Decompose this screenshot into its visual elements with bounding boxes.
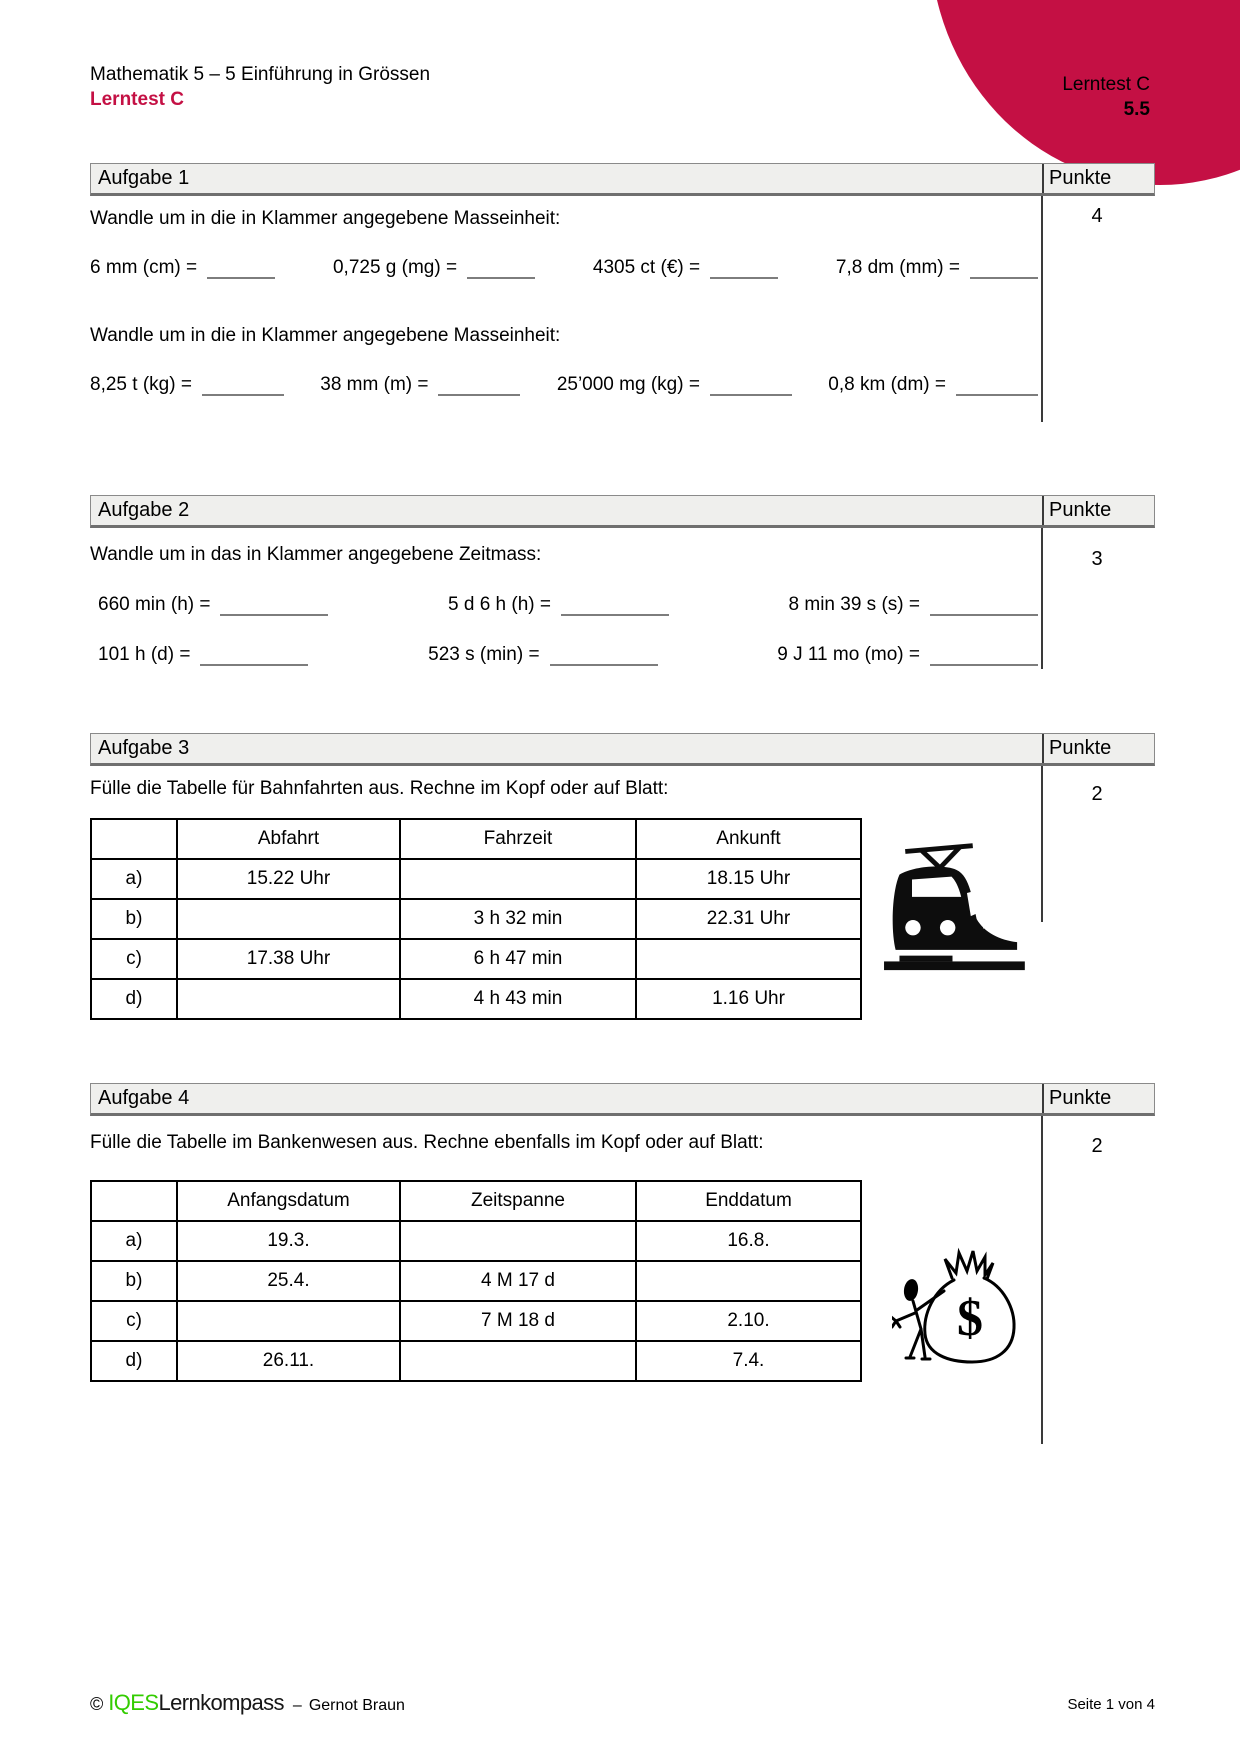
table-cell: d) (91, 1341, 177, 1381)
table-row (91, 979, 861, 1019)
task-3-title: Aufgabe 3 (98, 737, 190, 759)
table-cell: d) (91, 979, 177, 1019)
table-cell: 4 h 43 min (400, 979, 636, 1019)
task-1-instruction-1: Wandle um in die in Klammer angegebene Masseinheit: (90, 208, 561, 229)
table-cell (400, 859, 636, 899)
answer-blank (561, 595, 669, 616)
copyright-icon: © (90, 1694, 104, 1714)
conversion-row (90, 644, 1038, 666)
task-4-instruction: Fülle die Tabelle im Bankenwesen aus. Rechne ebenfalls im Kopf oder auf Blatt: (90, 1132, 764, 1153)
table-cell (91, 819, 177, 859)
table-cell: 25.4. (177, 1261, 400, 1301)
footer-author: Gernot Braun (308, 1697, 405, 1714)
task-3-points-label: Punkte (1042, 734, 1154, 763)
conversion-label: 523 s (min) = (428, 644, 540, 665)
table-cell: 4 M 17 d (400, 1261, 636, 1301)
task-2-points-value: 3 (1091, 548, 1103, 570)
answer-blank (207, 258, 275, 279)
table-cell: Enddatum (636, 1181, 861, 1221)
table-row (91, 1341, 861, 1381)
table-cell: 7 M 18 d (400, 1301, 636, 1341)
conversion-row (90, 594, 1038, 616)
train-icon (870, 838, 1035, 979)
table-cell: Anfangsdatum (177, 1181, 400, 1221)
table-row (91, 859, 861, 899)
conversion-item (777, 644, 1038, 666)
answer-blank (467, 258, 535, 279)
task-2-instruction: Wandle um in das in Klammer angegebene Zeitmass: (90, 544, 542, 565)
answer-blank (202, 375, 284, 396)
conversion-item (333, 257, 535, 279)
conversion-label: 9 J 11 mo (mo) = (777, 644, 920, 665)
table-cell (400, 1341, 636, 1381)
table-cell: 15.22 Uhr (177, 859, 400, 899)
document-header (90, 62, 430, 112)
task-1-title: Aufgabe 1 (98, 167, 190, 189)
answer-blank (710, 375, 792, 396)
conversion-label: 660 min (h) = (98, 594, 211, 615)
conversion-label: 7,8 dm (mm) = (835, 257, 960, 278)
answer-blank (200, 645, 308, 666)
task-2 (90, 495, 1155, 666)
dollar-sign: $ (957, 1290, 983, 1347)
bank-table (90, 1180, 862, 1382)
points-column-divider (1041, 196, 1043, 422)
table-cell: 2.10. (636, 1301, 861, 1341)
conversion-item (448, 594, 669, 616)
task-3-instruction: Fülle die Tabelle für Bahnfahrten aus. Rechne im Kopf oder auf Blatt: (90, 778, 669, 799)
table-row (91, 1221, 861, 1261)
table-cell: b) (91, 899, 177, 939)
brand-iqes: IQES (108, 1690, 159, 1715)
table-row (91, 1261, 861, 1301)
table-row (91, 939, 861, 979)
task-1-header (90, 163, 1155, 196)
table-cell: 17.38 Uhr (177, 939, 400, 979)
corner-test-label: Lerntest C (1062, 74, 1150, 95)
task-2-content (90, 528, 1155, 666)
table-cell: Zeitspanne (400, 1181, 636, 1221)
answer-blank (956, 375, 1038, 396)
answer-blank (930, 645, 1038, 666)
table-cell: 22.31 Uhr (636, 899, 861, 939)
answer-blank (438, 375, 520, 396)
corner-chapter-number: 5.5 (1123, 99, 1150, 120)
conversion-item (828, 374, 1038, 396)
task-1-body (90, 196, 1155, 396)
table-cell: a) (91, 1221, 177, 1261)
corner-badge (960, 72, 1150, 122)
conversion-label: 5 d 6 h (h) = (448, 594, 551, 615)
table-cell (177, 979, 400, 1019)
task-1 (90, 163, 1155, 396)
table-cell (636, 939, 861, 979)
task-3 (90, 733, 1155, 1020)
task-4-content (90, 1116, 1155, 1382)
task-4 (90, 1083, 1155, 1382)
table-cell (177, 899, 400, 939)
conversion-label: 8,25 t (kg) = (90, 374, 192, 395)
conversion-item (90, 257, 275, 279)
table-cell (91, 1181, 177, 1221)
task-2-body (90, 528, 1155, 666)
table-header-row (91, 819, 861, 859)
conversion-label: 101 h (d) = (98, 644, 191, 665)
conversion-item (557, 374, 792, 396)
task-1-content (90, 196, 1155, 396)
conversion-item (98, 594, 328, 616)
test-label: Lerntest C (90, 89, 184, 110)
task-3-header (90, 733, 1155, 766)
conversion-item (98, 644, 308, 666)
task-2-header (90, 495, 1155, 528)
brand-lernkompass: Lernkompass (158, 1690, 284, 1715)
table-cell: 6 h 47 min (400, 939, 636, 979)
task-4-points-label: Punkte (1042, 1084, 1154, 1113)
footer-dash: – (292, 1697, 302, 1714)
table-cell: 16.8. (636, 1221, 861, 1261)
conversion-row (90, 257, 1038, 279)
table-cell: Fahrzeit (400, 819, 636, 859)
conversion-item (789, 594, 1038, 616)
task-2-points-label: Punkte (1042, 496, 1154, 525)
table-cell: 1.16 Uhr (636, 979, 861, 1019)
task-4-title: Aufgabe 4 (98, 1087, 190, 1109)
conversion-item (836, 257, 1038, 279)
table-cell (177, 1301, 400, 1341)
task-1-instruction-2: Wandle um in die in Klammer angegebene Masseinheit: (90, 325, 561, 346)
task-3-content (90, 766, 1155, 1020)
table-cell (400, 1221, 636, 1261)
answer-blank (550, 645, 658, 666)
answer-blank (930, 595, 1038, 616)
conversion-label: 8 min 39 s (s) = (788, 594, 920, 615)
table-cell: b) (91, 1261, 177, 1301)
conversion-label: 4305 ct (€) = (592, 257, 701, 278)
task-4-body (90, 1116, 1155, 1382)
table-cell: 18.15 Uhr (636, 859, 861, 899)
conversion-item (428, 644, 657, 666)
conversion-item (593, 257, 778, 279)
conversion-item (320, 374, 520, 396)
conversion-item (90, 374, 284, 396)
conversion-label: 0,725 g (mg) = (332, 257, 458, 278)
table-cell: c) (91, 1301, 177, 1341)
conversion-label: 25’000 mg (kg) = (556, 374, 700, 395)
table-row (91, 1301, 861, 1341)
table-cell: 26.11. (177, 1341, 400, 1381)
table-cell (636, 1261, 861, 1301)
task-1-points-value: 4 (1091, 205, 1103, 227)
money-bag-icon (892, 1228, 1042, 1374)
table-cell: c) (91, 939, 177, 979)
task-1-points-label: Punkte (1042, 164, 1154, 193)
task-2-title: Aufgabe 2 (98, 499, 190, 521)
table-cell: Ankunft (636, 819, 861, 859)
answer-blank (970, 258, 1038, 279)
footer-brand (90, 1690, 405, 1716)
conversion-row (90, 374, 1038, 396)
conversion-label: 6 mm (cm) = (90, 257, 198, 278)
table-header-row (91, 1181, 861, 1221)
table-cell: 7.4. (636, 1341, 861, 1381)
conversion-label: 0,8 km (dm) = (828, 374, 946, 395)
table-cell: 3 h 32 min (400, 899, 636, 939)
page-number: Seite 1 von 4 (1067, 1696, 1155, 1713)
task-4-points-value: 2 (1091, 1135, 1103, 1157)
task-4-header (90, 1083, 1155, 1116)
task-3-points-value: 2 (1091, 783, 1103, 805)
task-3-body (90, 766, 1155, 1020)
answer-blank (710, 258, 778, 279)
course-title: Mathematik 5 – 5 Einführung in Grössen (90, 64, 431, 85)
table-cell: Abfahrt (177, 819, 400, 859)
train-table (90, 818, 862, 1020)
table-cell: a) (91, 859, 177, 899)
table-row (91, 899, 861, 939)
conversion-label: 38 mm (m) = (320, 374, 429, 395)
table-cell: 19.3. (177, 1221, 400, 1261)
answer-blank (220, 595, 328, 616)
